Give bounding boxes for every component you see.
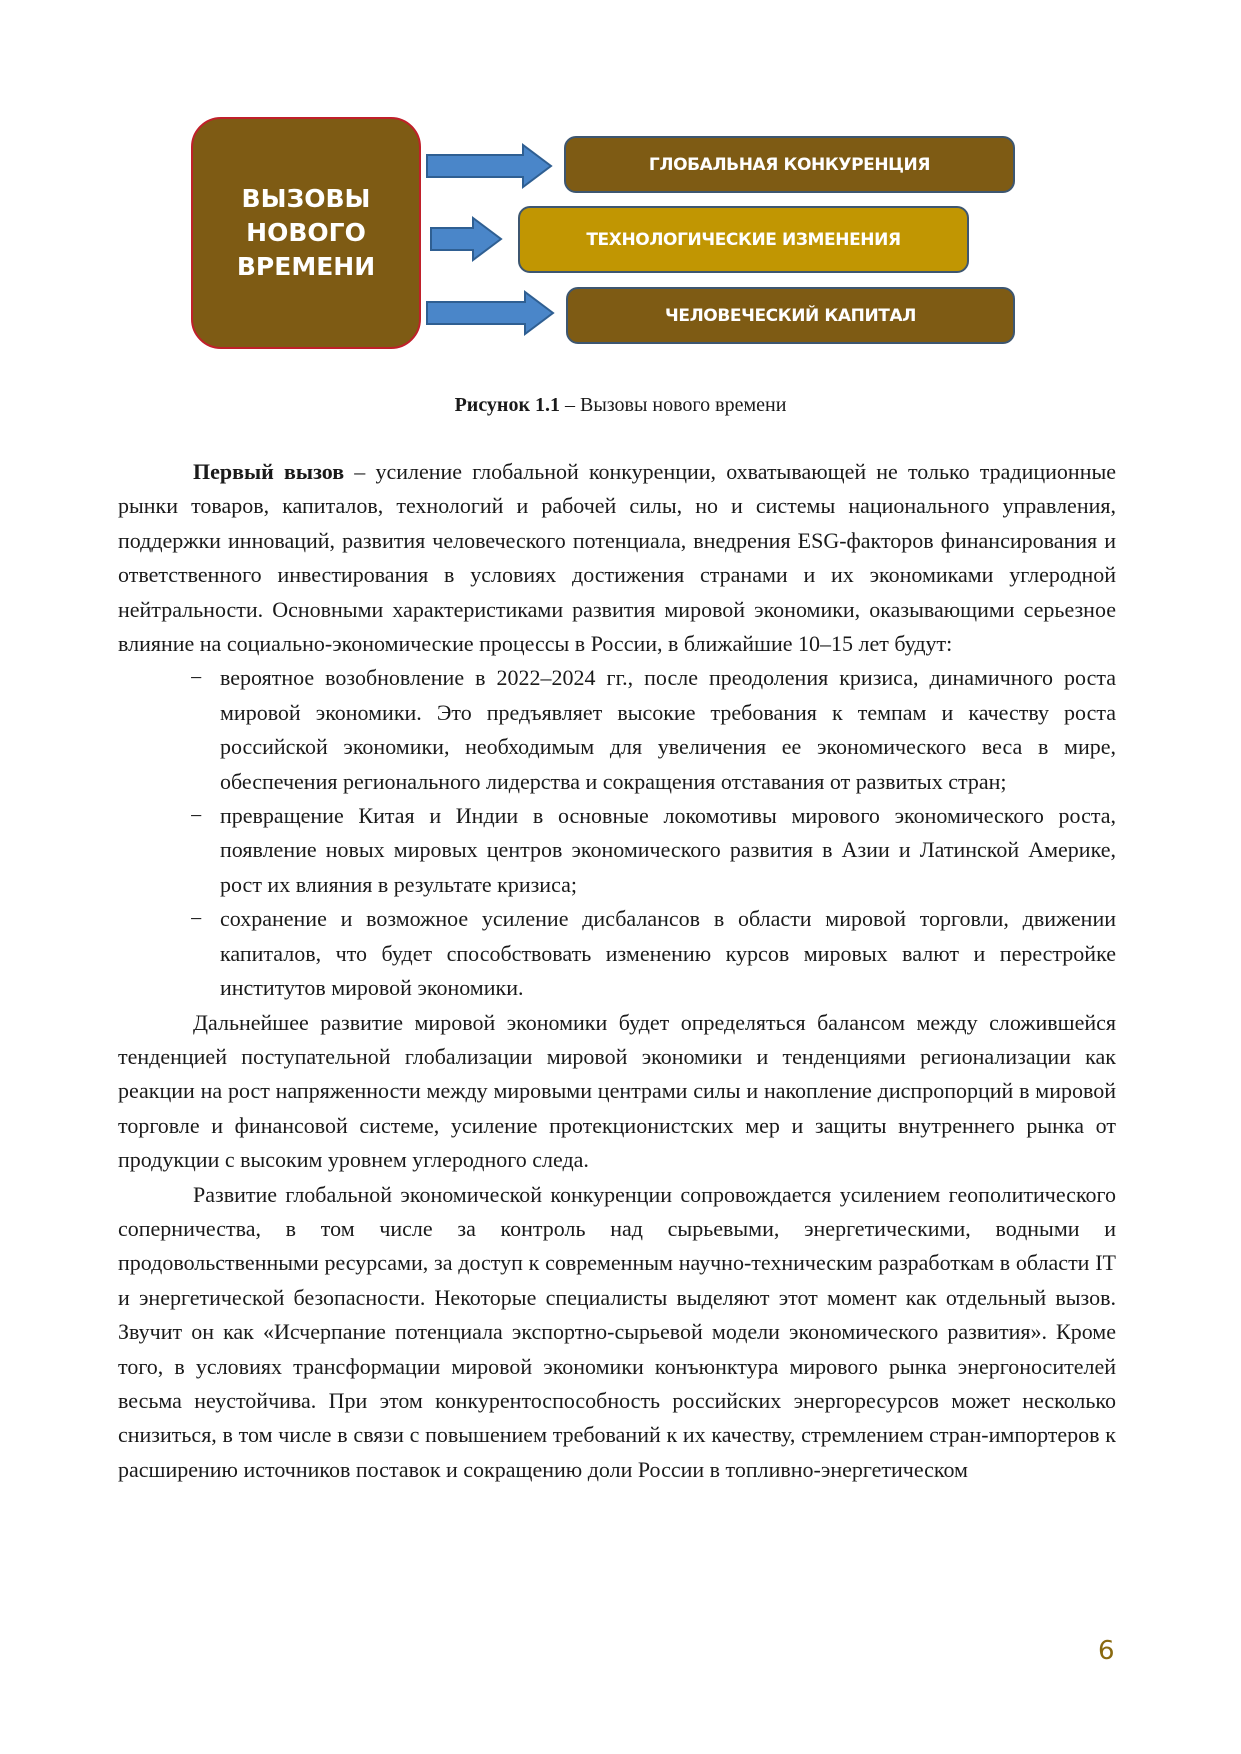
challenges-main-box (191, 117, 421, 349)
bullet-marker: − (190, 906, 203, 932)
caption-text: – Вызовы нового времени (559, 394, 787, 416)
paragraph-body: – усиление глобальной конкуренции, охватывающей не только традиционные рынки товаров, капиталов, технологий и рабочей силы, но и системы национального управления, поддержки инноваций, развития человеческого потенциала, внедрения ESG-факторов финансирования и ответственного инвестирования в условиях достижения странами и их экономиками углеродной нейтральности. Основными характеристиками развития мировой экономики, оказывающими серьезное влияние на социально-экономические процессы в России, в ближайшие 10–15 лет будут: (118, 459, 1117, 657)
list-item (190, 799, 1116, 902)
list-item-text: сохранение и возможное усиление дисбалансов в области мировой торговли, движении капиталов, что будет способствовать изменению курсов мировых валют и перестройке институтов мировой экономики. (220, 906, 1116, 1001)
arrow-right-icon (425, 290, 555, 336)
paragraph-globalization: Дальнейшее развитие мировой экономики будет определяться балансом между сложившейся тенденцией поступательной глобализации мировой экономики и тенденциями регионализации как реакции на рост напряженности между мировыми центрами силы и накопление диспропорций в мировой торговле и финансовой системе, усиление протекционистских мер и защиты внутреннего рынка от продукции с высоким уровнем углеродного следа. (118, 1009, 1116, 1173)
paragraph-geopolitics: Развитие глобальной экономической конкуренции сопровождается усилением геополитического соперничества, в том числе за контроль над сырьевыми, энергетическими, водными и продовольственными ресурсами, за доступ к современным научно-техническим разработкам в области IT и энергетической безопасности. Некоторые специалисты выделяют этот момент как отдельный вызов. Звучит он как «Исчерпание потенциала экспортно-сырьевой модели экономического развития». Кроме того, в условиях трансформации мировой экономики конъюнктура мирового рынка энергоносителей весьма неустойчива. При этом конкурентоспособность российских энергоресурсов может несколько снизиться, в том числе в связи с повышением требований к их качеству, стремлением стран-импортеров к расширению источников поставок и сокращению доли России в топливно-энергетическом (118, 1181, 1116, 1482)
body-text (118, 455, 1116, 1487)
figure-diagram (0, 0, 1241, 380)
main-box-line-1: ВЫЗОВЫ (241, 184, 371, 213)
caption-label: Рисунок 1.1 (454, 394, 560, 416)
figure-caption (0, 393, 1241, 417)
list-item-text: превращение Китая и Индии в основные локомотивы мирового экономического роста, появление новых мировых центров экономического развития в Азии и Латинской Америке, рост их влияния в результате кризиса; (220, 803, 1116, 897)
paragraph-first-challenge (118, 455, 1116, 661)
list-item (190, 661, 1116, 799)
human-capital-box: ЧЕЛОВЕЧЕСКИЙ КАПИТАЛ (566, 287, 1015, 344)
characteristics-list (118, 661, 1116, 1005)
technological-changes-box: ТЕХНОЛОГИЧЕСКИЕ ИЗМЕНЕНИЯ (518, 206, 969, 273)
bullet-marker: − (190, 803, 203, 829)
paragraph-lead: Первый вызов (193, 459, 345, 484)
page-number: 6 (1098, 1636, 1115, 1666)
list-item-text: вероятное возобновление в 2022–2024 гг., после преодоления кризиса, динамичного роста мировой экономики. Это предъявляет высокие требования к темпам и качеству роста российской экономики, необходимым для увеличения ее экономического веса в мире, обеспечения регионального лидерства и сокращения отставания от развитых стран; (220, 665, 1116, 794)
arrow-right-icon (425, 143, 553, 189)
main-box-line-2: НОВОГО (246, 218, 366, 247)
arrow-right-icon (429, 216, 503, 262)
list-item (190, 902, 1116, 1005)
global-competition-box: ГЛОБАЛЬНАЯ КОНКУРЕНЦИЯ (564, 136, 1015, 193)
main-box-line-3: ВРЕМЕНИ (236, 252, 376, 281)
bullet-marker: − (190, 665, 203, 691)
